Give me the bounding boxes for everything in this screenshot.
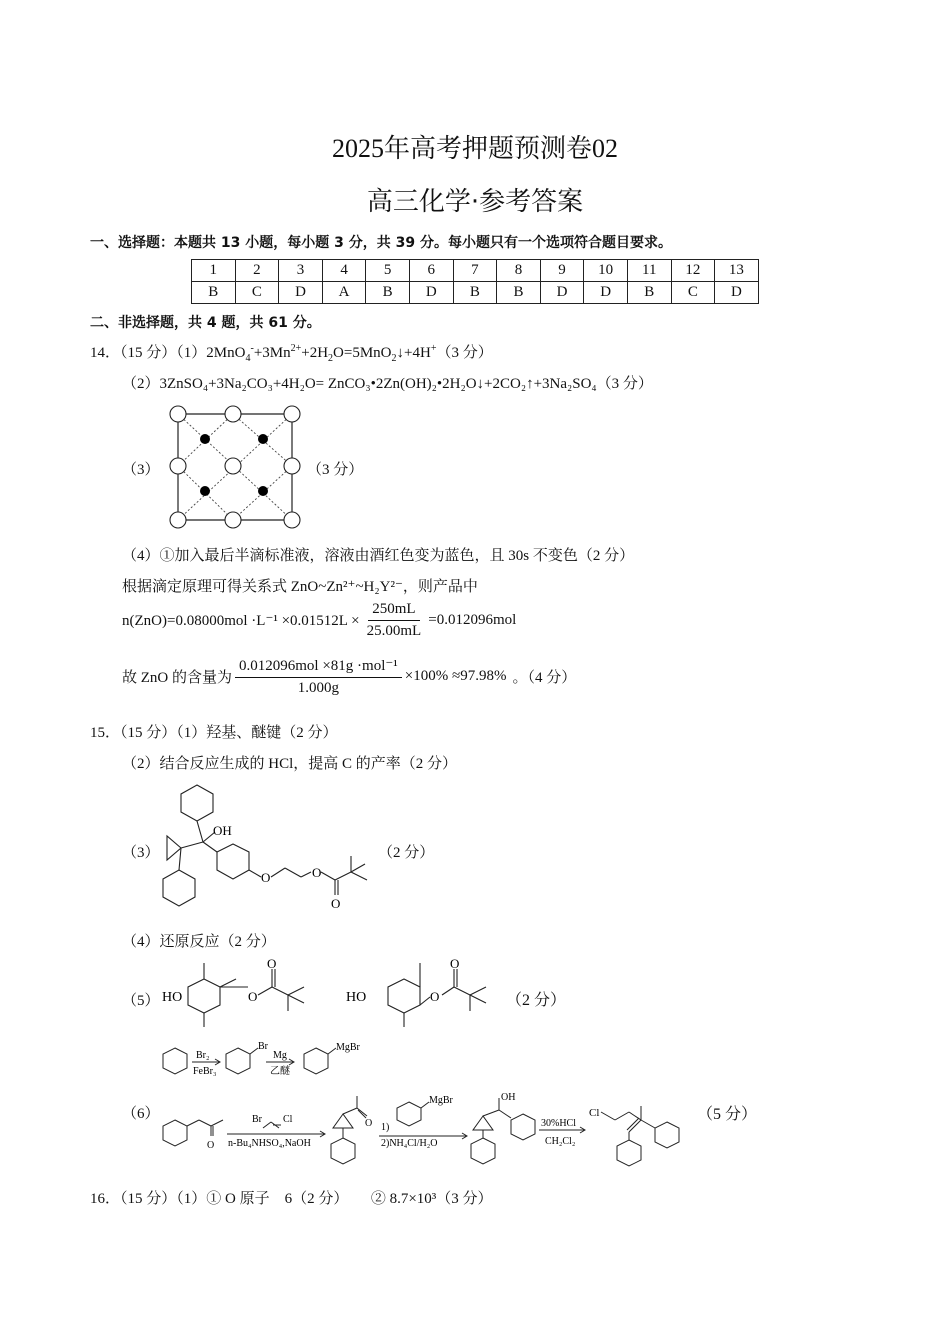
answer-cell: C xyxy=(235,282,279,304)
label-br-reagent: Br xyxy=(252,1114,262,1125)
q15-p5-score: （2 分） xyxy=(506,992,567,1009)
q14-p4-line1: （4）①加入最后半滴标准液，溶液由酒红色变为蓝色，且 30s 不变色（2 分） xyxy=(122,548,635,564)
label-cl-product: Cl xyxy=(589,1107,600,1119)
label-o-a2: O xyxy=(267,956,277,971)
eq1-left: n(ZnO)=0.08000mol ·L⁻¹ ×0.01512L × xyxy=(122,613,360,629)
answer-table-numbers xyxy=(192,260,759,282)
label-mg: Mg xyxy=(273,1050,287,1061)
section2-heading: 二、非选择题，共 4 题，共 61 分。 xyxy=(90,315,321,331)
q14-p1-equation: $2MnO_4^-+3Mn^{2+}+2H_2O=5MnO_2↓+4H^+$ xyxy=(206,343,437,364)
q14-equation-1 xyxy=(122,601,516,640)
q14-p3-num: （3） xyxy=(122,462,160,478)
q15-p6-score: （5 分） xyxy=(697,1106,758,1123)
question-number-cell: 8 xyxy=(497,260,541,282)
q15-grignard-scheme xyxy=(160,1040,380,1080)
label-step1: 1) xyxy=(381,1122,390,1133)
eq2-score: 。（4 分） xyxy=(512,670,577,686)
label-hcl: 30%HCl xyxy=(541,1118,576,1129)
label-ether: 乙醚 xyxy=(270,1066,290,1077)
q15-structures-5 xyxy=(160,955,520,1030)
q14-line1 xyxy=(90,341,493,364)
label-o-a1: O xyxy=(248,989,258,1004)
label-oh: OH xyxy=(213,823,232,838)
answer-table-answers xyxy=(192,282,759,304)
answer-table xyxy=(191,259,759,304)
answer-cell: D xyxy=(279,282,323,304)
label-o-b2: O xyxy=(450,956,460,971)
label-oh2: OH xyxy=(501,1092,516,1103)
label-ch2cl2: CH₂Cl₂ xyxy=(545,1136,576,1147)
question-number-cell: 3 xyxy=(279,260,323,282)
q15-p3-num: （3） xyxy=(122,845,160,861)
eq2-right: ×100% ≈97.98% xyxy=(404,668,507,684)
answer-cell: D xyxy=(584,282,628,304)
label-mgbr1: MgBr xyxy=(336,1042,360,1053)
q14-label: 14． xyxy=(90,345,121,361)
q15-p5-num: （5） xyxy=(122,993,160,1009)
answer-cell: D xyxy=(540,282,584,304)
q16-line1: 16．（15 分）（1）① O 原子 6（2 分） ② 8.7×10³（3 分） xyxy=(90,1191,493,1207)
eq1-right: =0.012096mol xyxy=(428,612,517,628)
page-subtitle: 高三化学·参考答案 xyxy=(366,187,584,217)
q14-p3-score: （3 分） xyxy=(307,462,364,478)
label-o2: O xyxy=(312,865,322,880)
q15-p4: （4）还原反应（2 分） xyxy=(122,934,276,950)
label-o1: O xyxy=(261,870,271,885)
q15-p6-num: （6） xyxy=(122,1106,160,1122)
question-number-cell: 9 xyxy=(540,260,584,282)
label-cl-reagent: Cl xyxy=(283,1114,293,1125)
answer-cell: D xyxy=(715,282,759,304)
answer-cell: B xyxy=(497,282,541,304)
label-reagent1: n-Bu₄NHSO₄,NaOH xyxy=(228,1138,311,1149)
q14-p4-line2: 根据滴定原理可得关系式 ZnO~Zn²⁺~H₂Y²⁻，则产品中 xyxy=(122,579,478,595)
label-br2: Br₂ xyxy=(196,1050,210,1061)
page-title: 2025年高考押题预测卷02 xyxy=(331,134,618,163)
answer-cell: A xyxy=(322,282,366,304)
label-ho-a: HO xyxy=(162,990,183,1005)
eq1-fraction: $\frac{250mL}{25.00mL}$ xyxy=(366,601,422,639)
label-o-ketone2: O xyxy=(365,1118,373,1129)
eq2-fraction: $\frac{\text{0.012096mol ×81g ·mol⁻¹}}{1.000g}$ xyxy=(235,656,402,697)
label-step2: 2)NH₄Cl/H₂O xyxy=(381,1138,438,1149)
label-br: Br xyxy=(258,1041,268,1052)
question-number-cell: 13 xyxy=(715,260,759,282)
question-number-cell: 2 xyxy=(235,260,279,282)
answer-cell: D xyxy=(409,282,453,304)
question-number-cell: 1 xyxy=(192,260,236,282)
answer-cell: B xyxy=(453,282,497,304)
q15-line2: （2）结合反应生成的 HCl，提高 C 的产率（2 分） xyxy=(122,756,458,772)
question-number-cell: 11 xyxy=(627,260,671,282)
question-number-cell: 6 xyxy=(409,260,453,282)
label-o-b1: O xyxy=(430,989,440,1004)
q14-p2: （2）3ZnSO₄+3Na₂CO₃+4H₂O= ZnCO₃•2Zn(OH)₂•2H₂O↓+2CO₂↑+3Na₂SO₄（3 分） xyxy=(122,376,653,392)
label-o3: O xyxy=(331,896,341,911)
answer-cell: B xyxy=(627,282,671,304)
q14-score: （15 分） xyxy=(120,345,177,361)
section1-heading: 一、选择题：本题共 13 小题，每小题 3 分，共 39 分。每小题只有一个选项符合题目要求。 xyxy=(90,235,672,251)
label-ho-b: HO xyxy=(346,990,367,1005)
answer-cell: C xyxy=(671,282,715,304)
answer-cell: B xyxy=(366,282,410,304)
question-number-cell: 5 xyxy=(366,260,410,282)
q15-line1: 15．（15 分）（1）羟基、醚键（2 分） xyxy=(90,725,338,741)
question-number-cell: 7 xyxy=(453,260,497,282)
q15-synthesis-scheme xyxy=(155,1088,695,1168)
question-number-cell: 12 xyxy=(671,260,715,282)
q14-equation-2 xyxy=(122,656,576,697)
q14-p1-num: （1） xyxy=(176,345,207,361)
q14-p1-score: （3 分） xyxy=(436,345,493,361)
label-febr3: FeBr₃ xyxy=(193,1066,217,1077)
eq2-left: 故 ZnO 的含量为 xyxy=(122,670,232,686)
q15-structure-3 xyxy=(155,780,385,915)
label-mgbr2: MgBr xyxy=(429,1095,453,1106)
crystal-lattice-diagram xyxy=(160,402,310,532)
question-number-cell: 10 xyxy=(584,260,628,282)
label-o-ketone1: O xyxy=(207,1140,215,1151)
q15-p3-score: （2 分） xyxy=(378,845,435,861)
answer-cell: B xyxy=(192,282,236,304)
question-number-cell: 4 xyxy=(322,260,366,282)
